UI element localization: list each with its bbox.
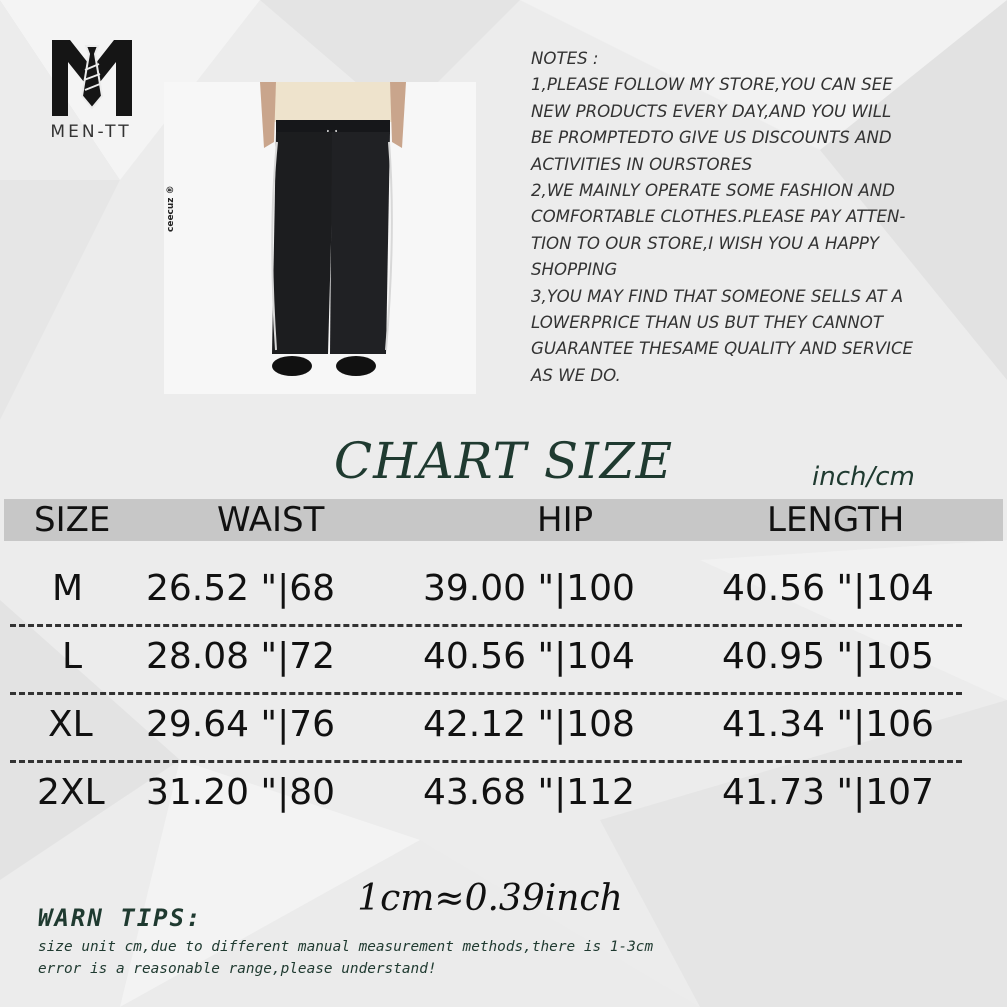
table-cell-hip: 42.12 "|108 [423,704,635,745]
warn-line: size unit cm,due to different manual measurement methods,there is 1-3cm [38,939,654,955]
notes-line: GUARANTEE THESAME QUALITY AND SERVICE [531,339,914,359]
unit-conversion: 1cm≈0.39inch [357,878,623,919]
notes-line: 2,WE MAINLY OPERATE SOME FASHION AND [531,181,895,201]
table-cell-hip: 43.68 "|112 [423,772,635,813]
row-divider [10,624,962,627]
warn-tips-title: WARN TIPS: [38,904,203,932]
notes-line: AS WE DO. [531,365,621,385]
table-cell-size: L [62,636,83,677]
store-notes [531,46,991,389]
pants-illustration [164,82,476,394]
notes-line: LOWERPRICE THAN US BUT THEY CANNOT [531,313,884,333]
table-cell-hip: 39.00 "|100 [423,568,635,609]
logo-text: MEN-TT [50,122,132,142]
notes-line: ACTIVITIES IN OURSTORES [531,154,753,174]
notes-line: COMFORTABLE CLOTHES.PLEASE PAY ATTEN- [531,207,906,227]
row-divider [10,692,962,695]
notes-line: 1,PLEASE FOLLOW MY STORE,YOU CAN SEE [531,75,893,95]
notes-line: SHOPPING [531,260,618,280]
table-cell-waist: 28.08 "|72 [146,636,335,677]
notes-line: 3,YOU MAY FIND THAT SOMEONE SELLS AT A [531,286,904,306]
header-waist: WAIST [217,500,325,540]
notes-line: TION TO OUR STORE,I WISH YOU A HAPPY [531,233,879,253]
table-cell-size: 2XL [37,772,105,813]
table-cell-waist: 26.52 "|68 [146,568,335,609]
notes-line: BE PROMPTEDTO GIVE US DISCOUNTS AND [531,128,892,148]
table-cell-size: XL [48,704,93,745]
notes-line: NOTES : [531,49,599,68]
table-cell-length: 41.34 "|106 [722,704,934,745]
chart-title: CHART SIZE [333,432,674,490]
table-cell-size: M [52,568,84,609]
warn-tips-text [38,936,988,980]
brand-logo [36,40,146,150]
notes-line: NEW PRODUCTS EVERY DAY,AND YOU WILL [531,101,892,121]
header-size: SIZE [34,500,111,540]
table-cell-length: 41.73 "|107 [722,772,934,813]
row-divider [10,760,962,763]
table-cell-length: 40.56 "|104 [722,568,934,609]
product-photo [164,82,476,394]
table-cell-waist: 31.20 "|80 [146,772,335,813]
photo-brand-mark: ceecuz ® [166,185,176,232]
header-hip: HIP [537,500,594,540]
warn-line: error is a reasonable range,please understand! [38,961,437,977]
table-cell-hip: 40.56 "|104 [423,636,635,677]
table-cell-length: 40.95 "|105 [722,636,934,677]
table-cell-waist: 29.64 "|76 [146,704,335,745]
unit-label: inch/cm [812,462,915,492]
header-length: LENGTH [767,500,905,540]
tie-m-logo-icon [52,40,132,116]
